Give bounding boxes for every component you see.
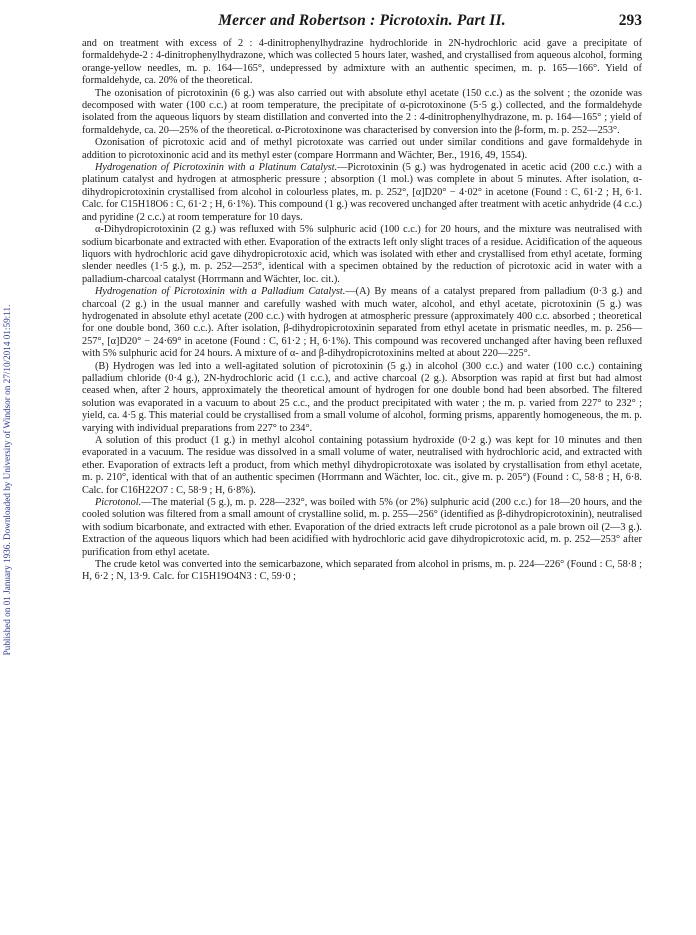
paragraph: A solution of this product (1 g.) in methyl alcohol containing potassium hydroxide (0·2 g.) was kept for 10 minutes and then evaporated in a vacuum. The residue was dissolved in a small volume of water, neutralised with hydrochloric acid, and extracted with ether. Evaporation of extracts left a product, from which methyl dihydropicrotoxate was isolated by crystallisation from ethyl acetate, m. p. 210°, identical with that of an authentic specimen (Horrmann and Wächter, loc. cit., give m. p. 205°) (Found : C, 58·8 ; H, 6·8. Calc. for C16H22O7 : C, 58·9 ; H, 6·8%). (82, 435, 642, 496)
paragraph: and on treatment with excess of 2 : 4-dinitrophenylhydrazine hydrochloride in 2N-hydrochloric acid gave a precipitate of formaldehyde-2 : 4-dinitrophenylhydrazone, which was collected 5 hours later, washed, and crystallised from aqueous alcohol, forming orange-yellow needles, m. p. 164—165°, undepressed by admixture with an authentic specimen, m. p. 165—166°. Yield of formaldehyde, ca. 20% of the theoretical. (82, 38, 642, 87)
paragraph: Picrotonol.—The material (5 g.), m. p. 228—232°, was boiled with 5% (or 2%) sulphuric acid (200 c.c.) for 18—20 hours, and the cooled solution was filtered from a small amount of crystalline solid, m. p. 255—256° (identified as β-dihydropicrotoxinin), neutralised with sodium bicarbonate, and extracted with ether. Evaporation of the dried extracts left crude picrotonol as a pale brown oil (2—3 g.). Extraction of the aqueous liquors which had been acidified with hydrochloric acid gave dihydropicrotoxic acid, m. p. 252—253° after purification from ethyl acetate. (82, 497, 642, 558)
article-body (82, 38, 642, 584)
page-header (82, 8, 642, 38)
paragraph: The ozonisation of picrotoxinin (6 g.) was also carried out with absolute ethyl acetate (150 c.c.) as the solvent ; the ozonide was decomposed with water (100 c.c.) at room temperature, the precipitate of α-picrotoxinone (5·5 g.) collected, and the formaldehyde isolated from the aqueous liquors by steam distillation and converted into the 2 : 4-dinitrophenylhydrazone, m. p. 164—165° ; yield of formaldehyde, ca. 20—25% of the theoretical. α-Picrotoxinone was characterised by conversion into the β-form, m. p. 252—253°. (82, 87, 642, 136)
running-head: Mercer and Robertson : Picrotoxin. Part II. (218, 12, 506, 29)
download-watermark (0, 120, 14, 840)
section-lead: Hydrogenation of Picrotoxinin with a Platinum Catalyst. (95, 162, 338, 174)
download-notice: Published on 01 January 1936. Downloaded by University of Windsor on 27/10/2014 01:59:11. (2, 304, 12, 656)
paragraph: Hydrogenation of Picrotoxinin with a Palladium Catalyst.—(A) By means of a catalyst prepared from palladium (0·3 g.) and charcoal (2 g.) in the usual manner and carefully washed with much water, alcohol, and ethyl acetate, picrotoxinin (5 g.) was hydrogenated in absolute ethyl acetate (200 c.c.) with hydrogen at atmospheric pressure (approximately 400 c.c. absorbed ; theoretical for one double bond, 360 c.c.). After isolation, β-dihydropicrotoxinin separated from ethyl acetate in prismatic needles, m. p. 256—257°, [α]D20° − 24·69° in acetone (Found : C, 61·2 ; H, 6·1%). This compound was recovered unchanged after having been refluxed with 5% sulphuric acid for 24 hours. A mixture of α- and β-dihydropicrotoxinins melted at about 220—225°. (82, 286, 642, 360)
page-number: 293 (618, 12, 642, 29)
paragraph: Ozonisation of picrotoxic acid and of methyl picrotoxate was carried out under similar conditions and gave formaldehyde in addition to picrotoxinonic acid and its methyl ester (compare Horrmann and Wächter, Ber., 1916, 49, 1554). (82, 137, 642, 161)
paper-page (82, 0, 642, 584)
paragraph: The crude ketol was converted into the semicarbazone, which separated from alcohol in prisms, m. p. 224—226° (Found : C, 58·8 ; H, 6·2 ; N, 13·9. Calc. for C15H19O4N3 : C, 59·0 ; (82, 559, 642, 583)
paragraph: α-Dihydropicrotoxinin (2 g.) was refluxed with 5% sulphuric acid (100 c.c.) for 20 hours, and the mixture was neutralised with sodium bicarbonate and extracted with ether. Evaporation of the extracts left only slight traces of a residue. Acidification of the aqueous liquors with hydrochloric acid gave dihydropicrotoxic acid, which was isolated with ether and crystallised from ethyl acetate, forming slender needles (1·5 g.), m. p. 252—253°, identical with a specimen obtained by the reduction of picrotoxic acid in water with a palladium-charcoal catalyst (Horrmann and Wächter, loc. cit.). (82, 224, 642, 285)
paragraph: Hydrogenation of Picrotoxinin with a Platinum Catalyst.—Picrotoxinin (5 g.) was hydrogenated in acetic acid (200 c.c.) with a platinum catalyst and hydrogen at atmospheric pressure ; absorption (1 mol.) was complete in about 5 minutes. After isolation, α-dihydropicrotoxinin crystallised from alcohol in colourless plates, m. p. 252°, [α]D20° − 4·02° in acetone (Found : C, 61·2 ; H, 6·1. Calc. for C15H18O6 : C, 61·2 ; H, 6·1%). This compound (1 g.) was recovered unchanged after treatment with acetic anhydride (4 c.c.) and pyridine (2 c.c.) at room temperature for 10 days. (82, 162, 642, 223)
section-lead: Picrotonol. (95, 497, 142, 509)
paragraph: (B) Hydrogen was led into a well-agitated solution of picrotoxinin (5 g.) in alcohol (300 c.c.) and water (100 c.c.) containing palladium chloride (0·4 g.), 2N-hydrochloric acid (1 c.c.), and active charcoal (2 g.). Absorption was rapid at first but had almost ceased when, after 2 hours, approximately the theoretical amount of hydrogen for one double bond had been absorbed. The filtered solution was evaporated in a vacuum to about 25 c.c., and the product precipitated with water ; the m. p. varied from 227° to 232° ; yield, ca. 4·5 g. This material could be crystallised from a small volume of alcohol, forming prisms, apparently homogeneous, the m. p. varying with individual preparations from 227° to 234°. (82, 360, 642, 434)
section-lead: Hydrogenation of Picrotoxinin with a Palladium Catalyst. (95, 286, 346, 298)
